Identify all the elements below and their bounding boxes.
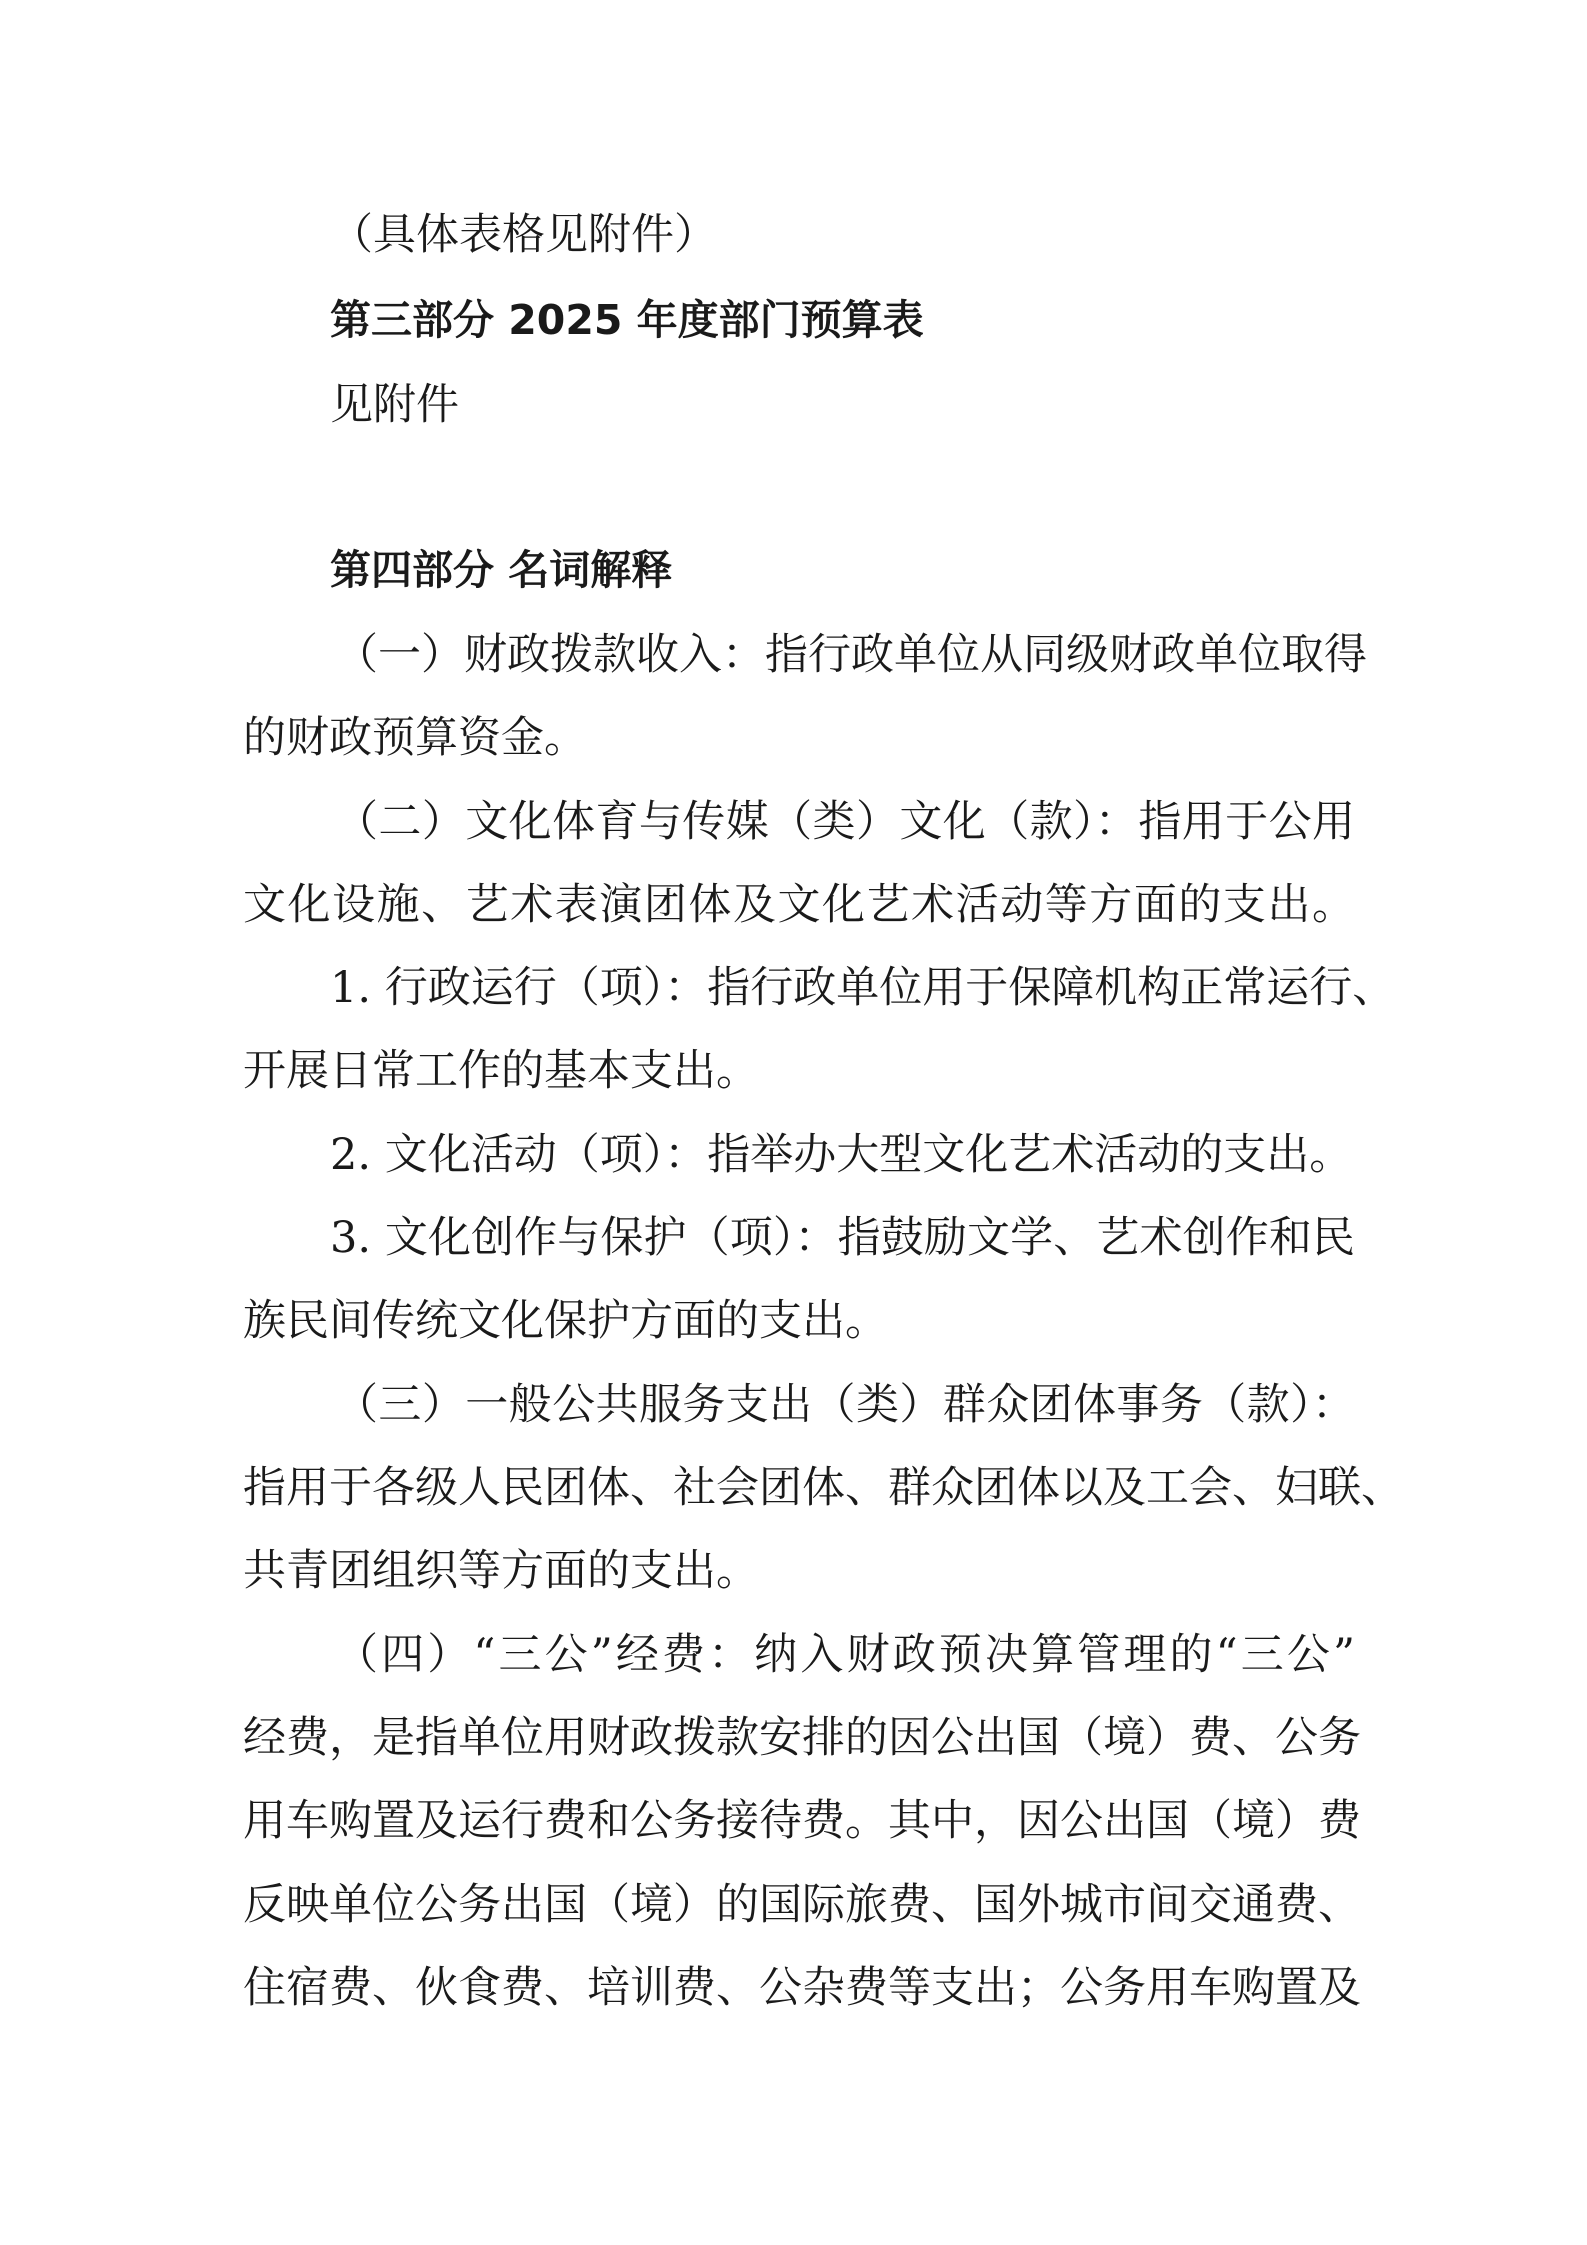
para-7-line-4: 反映单位公务出国（境）的国际旅费、国外城市间交通费、 bbox=[243, 1880, 1361, 1930]
para-4-line-1: 2. 文化活动（项）：指举办大型文化艺术活动的支出。 bbox=[330, 1130, 1353, 1180]
section-three-body: 见附件 bbox=[330, 380, 459, 430]
attachment-note: （具体表格见附件） bbox=[330, 210, 717, 260]
para-5-line-2: 族民间传统文化保护方面的支出。 bbox=[243, 1296, 888, 1346]
para-1-line-2: 的财政预算资金。 bbox=[243, 713, 587, 763]
para-7-line-3: 用车购置及运行费和公务接待费。其中，因公出国（境）费 bbox=[243, 1796, 1361, 1846]
section-four-heading: 第四部分 名词解释 bbox=[330, 546, 673, 594]
para-5-line-1: 3. 文化创作与保护（项）：指鼓励文学、艺术创作和民 bbox=[330, 1213, 1355, 1263]
para-2-line-2: 文化设施、艺术表演团体及文化艺术活动等方面的支出。 bbox=[243, 880, 1355, 930]
para-6-line-3: 共青团组织等方面的支出。 bbox=[243, 1546, 759, 1596]
para-3-line-1: 1. 行政运行（项）：指行政单位用于保障机构正常运行、 bbox=[330, 963, 1396, 1013]
para-7-line-2: 经费，是指单位用财政拨款安排的因公出国（境）费、公务 bbox=[243, 1713, 1361, 1763]
para-6-line-1: （三）一般公共服务支出（类）群众团体事务（款）： bbox=[335, 1380, 1355, 1430]
para-7-line-1: （四）“三公”经费：纳入财政预决算管理的“三公” bbox=[335, 1630, 1355, 1680]
para-2-line-1: （二）文化体育与传媒（类）文化（款）：指用于公用 bbox=[335, 797, 1355, 847]
para-1-line-1: （一）财政拨款收入：指行政单位从同级财政单位取得 bbox=[335, 630, 1367, 680]
para-7-line-5: 住宿费、伙食费、培训费、公杂费等支出；公务用车购置及 bbox=[243, 1963, 1361, 2013]
para-3-line-2: 开展日常工作的基本支出。 bbox=[243, 1046, 759, 1096]
section-three-heading: 第三部分 2025 年度部门预算表 bbox=[330, 296, 924, 344]
para-6-line-2: 指用于各级人民团体、社会团体、群众团体以及工会、妇联、 bbox=[243, 1463, 1404, 1513]
